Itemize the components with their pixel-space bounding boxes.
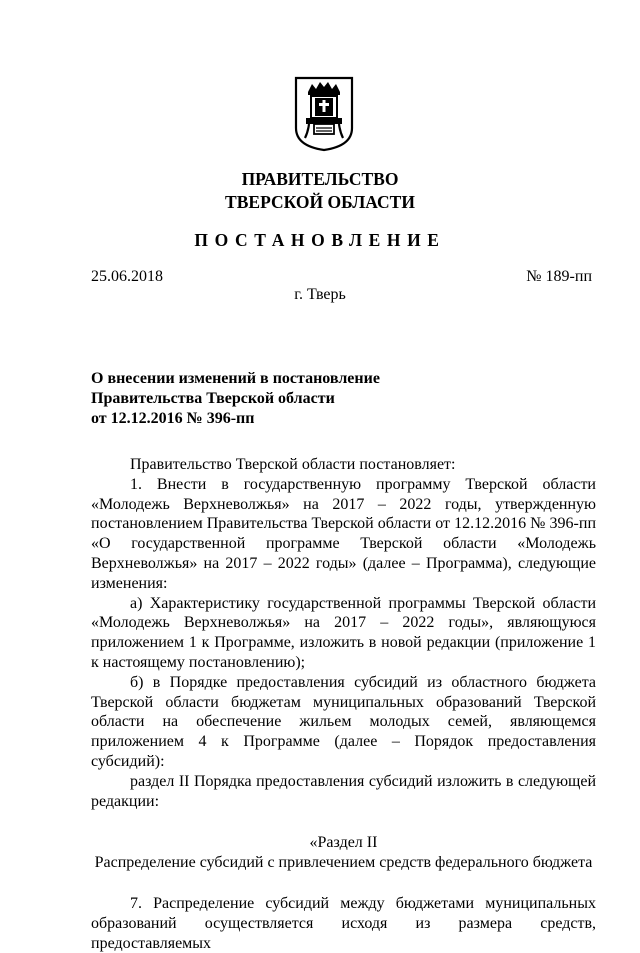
section-title: «Раздел II: [309, 834, 378, 852]
document-number: № 189-пп: [526, 268, 592, 285]
tver-coat-of-arms-icon: [294, 76, 354, 152]
organization-title: [0, 168, 640, 214]
subject-line-2: Правительства Тверской области: [91, 390, 335, 407]
body-item-b: б) в Порядке предоставления субсидий из областного бюджета Тверской области бюджетам муниципальных образований Тверской области на обеспечение жильем молодых семей, являющемся приложением 4 к Программе (далее – Порядок предоставления субсидий):: [91, 673, 596, 770]
subject-line-1: О внесении изменений в постановление: [91, 370, 380, 387]
organization-line-1: ПРАВИТЕЛЬСТВО: [241, 169, 399, 189]
body-item-a: а) Характеристику государственной программы Тверской области «Молодежь Верхневолжья» на 2017 – 2022 годы», являющуюся приложением 1 к Программе, изложить в новой редакции (приложение 1 к настоящему постановлению);: [91, 594, 596, 671]
organization-line-2: ТВЕРСКОЙ ОБЛАСТИ: [225, 192, 415, 212]
subject-line-3: от 12.12.2016 № 396-пп: [91, 410, 255, 427]
document-subject: [91, 369, 411, 429]
body-item-7: 7. Распределение субсидий между бюджетами муниципальных образований осуществляется исходя из размера средств, предоставляемых: [91, 894, 596, 952]
document-city: г. Тверь: [294, 286, 346, 303]
body-intro: Правительство Тверской области постановляет:: [130, 456, 456, 473]
document-type: ПОСТАНОВЛЕНИЕ: [194, 230, 446, 250]
document-date: 25.06.2018: [91, 268, 163, 285]
body-item-b-section: раздел II Порядка предоставления субсидий изложить в следующей редакции:: [91, 772, 596, 810]
section-subtitle: Распределение субсидий с привлечением средств федерального бюджета: [94, 854, 593, 872]
body-item-1: 1. Внести в государственную программу Тверской области «Молодежь Верхневолжья» на 2017 – 2022 годы, утвержденную постановлением Правительства Тверской области от 12.12.2016 № 396-пп «О государственной программе Тверской области «Молодежь Верхневолжья» на 2017 – 2022 годы» (далее – Программа), следующие изменения:: [91, 475, 596, 592]
document-body: [91, 455, 596, 953]
